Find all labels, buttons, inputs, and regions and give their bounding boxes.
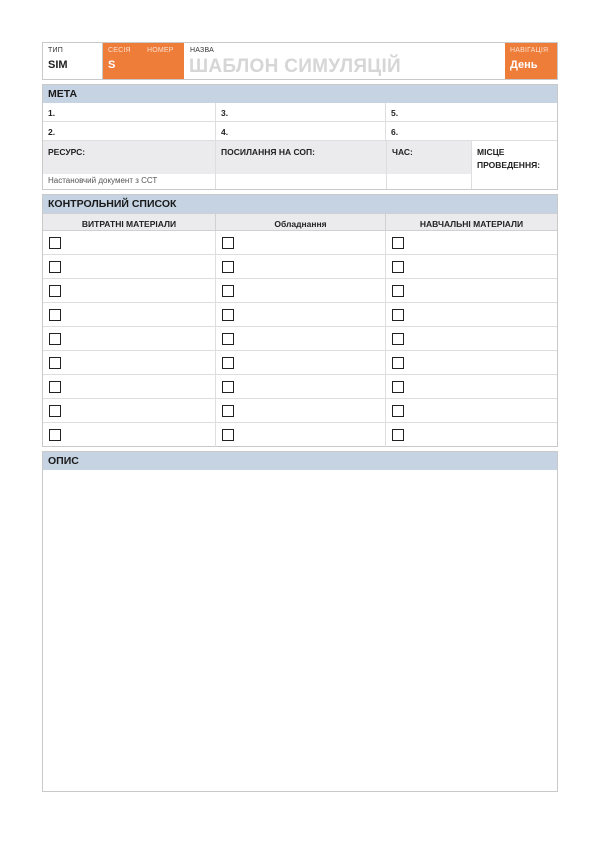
name-label: НАЗВА bbox=[190, 47, 214, 54]
column-header-consumables: ВИТРАТНІ МАТЕРІАЛИ bbox=[43, 213, 215, 231]
checkbox-equipment[interactable] bbox=[222, 333, 234, 345]
goal-section bbox=[42, 84, 558, 190]
column-header-training-materials: НАВЧАЛЬНІ МАТЕРІАЛИ bbox=[386, 213, 557, 231]
checklist-row bbox=[43, 303, 215, 327]
name-field[interactable] bbox=[184, 43, 505, 79]
checklist-column-headers bbox=[43, 213, 557, 231]
goal-item-2[interactable]: 2. bbox=[43, 122, 215, 141]
checkbox-training-materials[interactable] bbox=[392, 333, 404, 345]
checkbox-consumables[interactable] bbox=[49, 261, 61, 273]
checkbox-training-materials[interactable] bbox=[392, 381, 404, 393]
place-field[interactable] bbox=[471, 141, 557, 189]
goal-item-3[interactable]: 3. bbox=[215, 103, 386, 122]
checklist-row bbox=[215, 423, 386, 447]
checklist-row bbox=[215, 375, 386, 399]
goal-item-5[interactable]: 5. bbox=[386, 103, 557, 122]
checklist-row bbox=[43, 279, 215, 303]
session-field[interactable] bbox=[103, 43, 184, 79]
time-label: ЧАС: bbox=[387, 141, 471, 174]
checkbox-consumables[interactable] bbox=[49, 237, 61, 249]
checkbox-consumables[interactable] bbox=[49, 381, 61, 393]
checklist-section-title: КОНТРОЛЬНИЙ СПИСОК bbox=[43, 195, 557, 213]
checkbox-equipment[interactable] bbox=[222, 261, 234, 273]
checklist-row bbox=[386, 231, 557, 255]
resources-grid bbox=[43, 141, 557, 189]
navigation-field[interactable] bbox=[505, 43, 557, 79]
document-header bbox=[42, 42, 558, 80]
checklist-row bbox=[215, 303, 386, 327]
checklist-row bbox=[215, 255, 386, 279]
goal-section-title: МЕТА bbox=[43, 85, 557, 103]
checklist-row bbox=[386, 423, 557, 447]
checkbox-equipment[interactable] bbox=[222, 309, 234, 321]
description-section-title: ОПИС bbox=[43, 452, 557, 470]
checklist-row bbox=[386, 351, 557, 375]
checklist-row bbox=[43, 255, 215, 279]
checkbox-training-materials[interactable] bbox=[392, 261, 404, 273]
checkbox-consumables[interactable] bbox=[49, 309, 61, 321]
checkbox-training-materials[interactable] bbox=[392, 429, 404, 441]
checkbox-consumables[interactable] bbox=[49, 285, 61, 297]
checkbox-equipment[interactable] bbox=[222, 237, 234, 249]
checklist-row bbox=[386, 303, 557, 327]
resource-value: Настановчий документ з ССТ bbox=[48, 176, 158, 185]
checkbox-consumables[interactable] bbox=[49, 333, 61, 345]
checklist-row bbox=[43, 375, 215, 399]
checkbox-training-materials[interactable] bbox=[392, 357, 404, 369]
time-field[interactable] bbox=[386, 141, 471, 189]
checklist-row bbox=[386, 399, 557, 423]
goal-item-1[interactable]: 1. bbox=[43, 103, 215, 122]
checkbox-training-materials[interactable] bbox=[392, 237, 404, 249]
type-label: ТИП bbox=[48, 47, 63, 54]
checklist-row bbox=[386, 255, 557, 279]
resource-field[interactable] bbox=[43, 141, 215, 189]
checklist-row bbox=[386, 375, 557, 399]
checklist-row bbox=[215, 279, 386, 303]
checkbox-consumables[interactable] bbox=[49, 429, 61, 441]
checkbox-equipment[interactable] bbox=[222, 429, 234, 441]
checkbox-equipment[interactable] bbox=[222, 357, 234, 369]
checkbox-equipment[interactable] bbox=[222, 405, 234, 417]
document-title: ШАБЛОН СИМУЛЯЦІЙ bbox=[189, 56, 402, 77]
number-label: НОМЕР bbox=[147, 47, 174, 54]
goal-item-6[interactable]: 6. bbox=[386, 122, 557, 141]
checklist-row bbox=[43, 327, 215, 351]
type-field[interactable] bbox=[43, 43, 103, 79]
checkbox-equipment[interactable] bbox=[222, 381, 234, 393]
sop-reference-field[interactable] bbox=[215, 141, 386, 189]
place-label: МІСЦЕ ПРОВЕДЕННЯ: bbox=[472, 141, 557, 189]
checkbox-training-materials[interactable] bbox=[392, 285, 404, 297]
checklist-row bbox=[386, 327, 557, 351]
checkbox-training-materials[interactable] bbox=[392, 405, 404, 417]
checkbox-consumables[interactable] bbox=[49, 405, 61, 417]
checkbox-consumables[interactable] bbox=[49, 357, 61, 369]
checklist-row bbox=[215, 327, 386, 351]
nav-label: НАВІГАЦІЯ bbox=[510, 47, 549, 54]
session-value: S bbox=[108, 59, 116, 71]
checklist-row bbox=[43, 231, 215, 255]
column-header-equipment: Обладнання bbox=[215, 213, 386, 231]
goal-item-4[interactable]: 4. bbox=[215, 122, 386, 141]
checklist-section bbox=[42, 194, 558, 447]
nav-value: День bbox=[510, 59, 538, 71]
checklist-row bbox=[215, 351, 386, 375]
checklist-row bbox=[386, 279, 557, 303]
goal-items-grid bbox=[43, 103, 557, 141]
description-text-area[interactable] bbox=[43, 470, 557, 791]
type-value: SIM bbox=[48, 59, 68, 71]
checklist-row bbox=[43, 423, 215, 447]
checklist-rows bbox=[43, 231, 557, 447]
description-section bbox=[42, 451, 558, 792]
checklist-row bbox=[215, 399, 386, 423]
resource-label: РЕСУРС: bbox=[43, 141, 215, 174]
checklist-row bbox=[43, 399, 215, 423]
session-label: СЕСІЯ bbox=[108, 47, 131, 54]
checklist-row bbox=[215, 231, 386, 255]
checklist-row bbox=[43, 351, 215, 375]
checkbox-training-materials[interactable] bbox=[392, 309, 404, 321]
sop-reference-label: ПОСИЛАННЯ НА СОП: bbox=[216, 141, 386, 174]
checkbox-equipment[interactable] bbox=[222, 285, 234, 297]
